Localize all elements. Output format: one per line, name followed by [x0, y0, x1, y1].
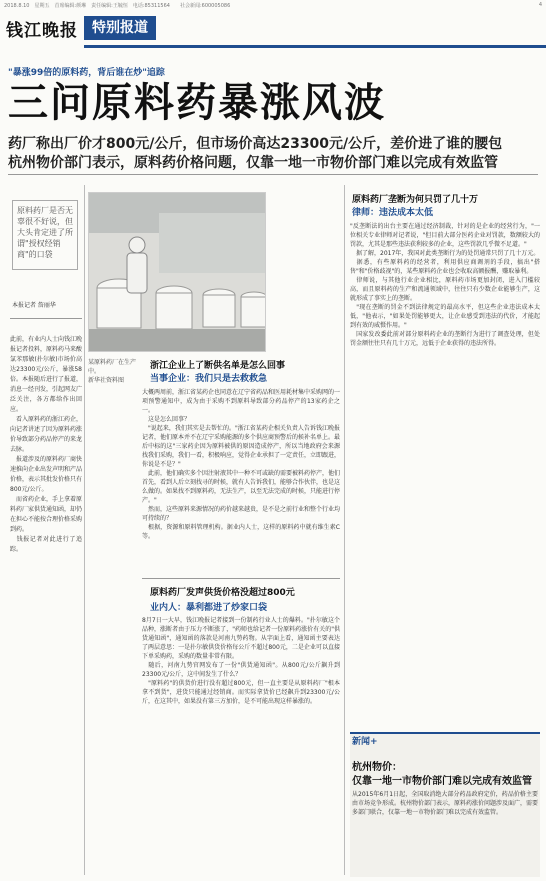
column-divider-1 [84, 185, 85, 875]
page-info-bar [0, 0, 546, 10]
story2-rule [142, 578, 340, 579]
headline: 三问原料药暴涨风波 [8, 80, 386, 126]
factory-photo [88, 192, 266, 352]
photo-caption: 某原料药厂在生产中。 新华社资料图 [88, 359, 137, 384]
news-plus-subtitle: 仅靠一地一市物价部门难以完成有效监管 [352, 776, 532, 787]
byline: 本报记者 詹丽华 [12, 302, 56, 309]
story2-subhead: 业内人：暴利都进了炒家口袋 [150, 603, 268, 613]
news-plus-title: 杭州物价： [352, 762, 402, 773]
left-column-text: 此前，有业内人士向钱江晚报记者投料，原料药马来酸氯苯那敏(扑尔敏)市场价高达23300元/公斤，暴涨58倍。本报随后进行了报道，消息一经刊发，引起网友广泛关注，各方都给作出回应。 看入原料药的浙江药企，向记者讲述了因为原料药涨价导致部分药品停产的来龙去脉。 报道涉及的原料药厂商快速推向企业出发声明和产品价格，表示其批发价格只有800元/公斤。 而省药企业，手上拿着原料药厂家供货通知函，却仍在担心不能按合理价格采购到药。 钱报记者对此进行了追踪。 [10, 336, 83, 553]
story1-headline: 浙江企业上了断供名单是怎么回事 [150, 361, 286, 371]
newspaper-logo: 钱江晚报 [6, 20, 78, 41]
story3-subhead: 律师：违法成本太低 [352, 208, 434, 218]
news-plus-tag: 新闻+ [352, 737, 378, 747]
subhead-2: 杭州物价部门表示，原料药价格问题，仅靠一地一市物价部门难以完成有效监管 [8, 155, 498, 171]
subhead-1: 药厂称出厂价才800元/公斤，但市场价高达23300元/公斤，差价进了谁的腰包 [8, 136, 503, 152]
factory-photo-illustration [89, 193, 266, 352]
kicker: "暴涨99倍的原料药，背后谁在炒"追踪 [8, 68, 165, 78]
story1-body: 大概两周前，浙江省某药企也同意在辽宁省药品和医用耗材集中采购网的一项预警通知中，成为由于采购不到原料导致部分药品停产的13家药企之一。 这是怎么回事？ "说起来，我们其实是去帮忙的。"浙江省某药企相关负责人告诉钱江晚报记者，他们原本并不在辽宁采购能源的多个供应商预警后的候补名单上。最后中标的这"三家药企因为原料被供的原因造成停产，所以当地政府会来源找我们采购，我们一看，积极响应，觉得企业承担了一定责任，立即跟进，你说是不是？" 此前，他们确实多个因注射液其中一种不可或缺的需要被料药停产，他们首先，看到人后立刻找寻的时候，就有人告诉我们，能够合作伙伴，也是这么做的。如果找不到原料药，无法生产，以至无法完成的时候，只能进行停产。" 然而，这些原料来源情况的药价越来越贵，是不是之前行业和整个行业均可持续的？ 根据，资源和原料管理机构。据业内人士，这样的原料药中就有维生素C等。 [142, 389, 340, 540]
issue-info: 2018.8.10 星期五 首席编辑:颜琳 责任编辑:王毓恒 电话:85311564 社会新闻:600005086 [4, 3, 231, 9]
news-plus-body: 从2015年6月1日起，全国取消绝大部分药品政府定价，药品价格主要由市场竞争形成。杭州物价部门表示，原料药涨价问题涉及面广，需要多部门联合，仅靠一地一市物价部门难以完成有效监管。 [352, 791, 538, 816]
story1-subhead: 当事企业：我们只是去救救急 [150, 374, 268, 384]
story2-body: 8月7日一大早，钱江晚报记者接到一份制药行业人士的爆料。"扑尔敏这个品种，涨断者由于压力不断涨了，"药师也给记者一份原料药涨价有关的"供货通知函"，通知函的落款是河南九势药物。从字面上看，通知函主要表达了两层意思：一是扑尔敏供货价格每公斤不超过800元，二是企业可以直接下单采购药，采购的数量非常有限。 随后，河南九势官网发布了一份"供货通知函"。从800元/公斤飙升到23300元/公斤，这中间发生了什么？ "原料药"的供货价进行没有超过800元，但一直主要是从原料药厂"根本拿不到货"，进货只能通过经销商。而实际拿货价已经飙升到23300元/公斤，在这其中，如果没有第三方加价，是不可能出现这样暴涨的。 [142, 617, 340, 705]
headline-rule [8, 174, 538, 175]
page-number: 4 [538, 2, 542, 8]
masthead [0, 10, 546, 46]
pull-quote: 原料药厂是否无辜很不好说，但大头肯定进了所谓"授权经销商"的口袋 [12, 200, 78, 270]
story2-headline: 原料药厂发声供货价格没超过800元 [150, 588, 295, 598]
masthead-rule [84, 45, 546, 48]
column-divider-2 [344, 185, 345, 875]
section-label: 特别报道 [84, 16, 156, 40]
story3-body: "反垄断法的出台主要在通过经济制裁，针对的是企业的经营行为，"一位相关专业律师对记者说，"但目前大部分医药企业对罚款，数额较大的罚款，尤其是那些违法获利较多的企业，这些罚款几乎微不足道。" 据了解，2017年，我国对此类垄断行为的处罚通常只罚了几十万元。 据悉，有些原料药的经营者，利用供应商调剂的手段，搞出"搭售"和"价格歧视"的，某些原料药企业也会收取高额报酬，赚取暴利。 律师说，与其他行业企业相比，原料药市场更加封闭，进入门槛较高，而且原料药的生产和流通领域中，往往只有少数企业能够生产，这就形成了事实上的垄断。 "现在垄断的罚金不到法律规定的最高水平，但这些企业违法成本太低，"他表示，"如果处罚能够更大，让企业感受到违法的代价，才能起到有效的威慑作用。" 国家发改委此前对部分原料药企业的垄断行为进行了调查处理，但处罚金额往往只有几十万元，远低于企业获得的违法所得。 [350, 223, 540, 347]
story3-headline: 原料药厂垄断为何只罚了几十万 [352, 195, 479, 205]
byline-rule [10, 318, 82, 319]
